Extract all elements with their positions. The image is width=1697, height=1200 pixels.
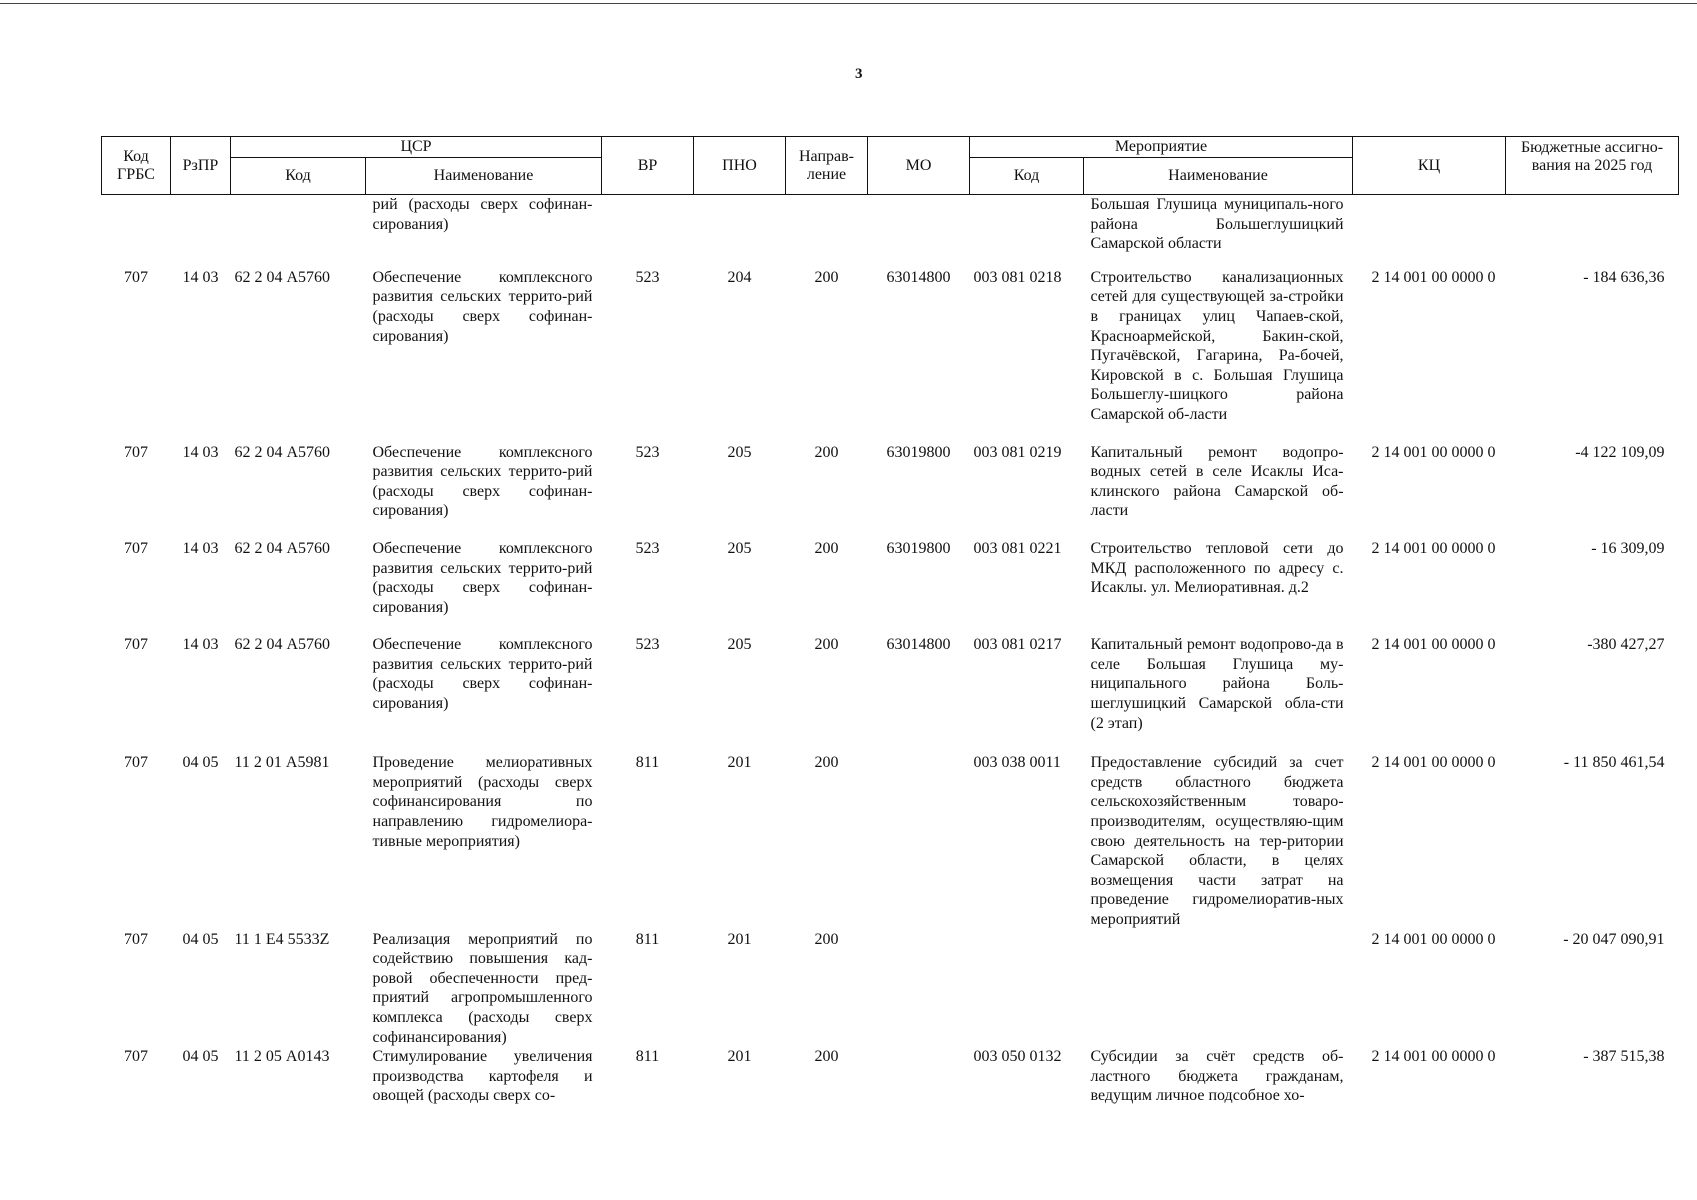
cell-kc: 2 14 001 00 0000 0 — [1371, 268, 1496, 286]
cell-mo — [868, 930, 970, 1048]
cell-amount: - 387 515,38 — [1583, 1048, 1665, 1066]
cell-direction: 200 — [814, 443, 839, 461]
cell-rzpr: 04 05 — [182, 1048, 219, 1066]
top-rule — [0, 3, 1697, 4]
cell-vr: 523 — [635, 636, 660, 654]
header-vr: ВР — [602, 137, 694, 195]
cell-rzpr: 04 05 — [182, 754, 219, 772]
cell-pno: 201 — [727, 930, 752, 948]
cell-kc: 2 14 001 00 0000 0 — [1371, 1048, 1496, 1066]
header-csr-name: Наименование — [366, 158, 602, 195]
cell-grbs: 707 — [124, 754, 148, 772]
header-grbs: Код ГРБС — [102, 137, 171, 195]
cell-event-code: 003 081 0218 — [973, 268, 1062, 286]
cell-mo — [868, 195, 970, 254]
cell-csr-name: Обеспечение комплексного развития сельских террито-рий (расходы сверх софинан-сирования) — [372, 268, 593, 345]
table-row — [102, 635, 1679, 733]
cell-csr-code: 11 2 05 А0143 — [234, 1048, 330, 1066]
cell-kc: 2 14 001 00 0000 0 — [1371, 930, 1496, 948]
cell-grbs: 707 — [124, 930, 148, 948]
cell-event-name: Субсидии за счёт средств об-ластного бюджета гражданам, ведущим личное подсобное хо- — [1090, 1048, 1344, 1105]
header-event: Мероприятие — [970, 137, 1353, 158]
cell-pno: 205 — [727, 539, 752, 557]
table-row — [102, 930, 1679, 1048]
cell-kc: 2 14 001 00 0000 0 — [1371, 754, 1496, 772]
cell-rzpr: 14 03 — [182, 268, 219, 286]
cell-grbs: 707 — [124, 539, 148, 557]
cell-event-name: Строительство тепловой сети до МКД расположенного по адресу с. Исаклы. ул. Мелиоративная. д.2 — [1090, 539, 1344, 597]
cell-event-name: Капитальный ремонт водопрово-да в селе Большая Глушица му-ниципального района Боль-шеглушицкий Самарской обла-сти (2 этап) — [1090, 636, 1344, 732]
cell-mo: 63014800 — [886, 636, 951, 654]
cell-amount: -380 427,27 — [1587, 636, 1665, 654]
cell-rzpr: 14 03 — [182, 539, 219, 557]
cell-csr-name: Стимулирование увеличения производства картофеля и овощей (расходы сверх со- — [372, 1048, 593, 1105]
cell-direction: 200 — [814, 636, 839, 654]
cell-amount: - 11 850 461,54 — [1563, 754, 1665, 772]
cell-amount: - 184 636,36 — [1583, 268, 1665, 286]
cell-event-name: Большая Глушица муниципаль-ного района Большеглушицкий Самарской области — [1090, 196, 1344, 253]
cell-direction: 200 — [814, 268, 839, 286]
cell-grbs: 707 — [124, 1048, 148, 1066]
cell-csr-code: 62 2 04 А5760 — [234, 636, 331, 654]
cell-mo — [868, 1047, 970, 1106]
header-event-code: Код — [970, 158, 1084, 195]
cell-vr: 811 — [635, 1048, 660, 1066]
cell-csr-name: Обеспечение комплексного развития сельских террито-рий (расходы сверх софинан-сирования) — [372, 539, 593, 616]
cell-event-code: 003 081 0217 — [973, 636, 1062, 654]
budget-table — [101, 136, 1679, 1106]
cell-pno: 205 — [727, 636, 752, 654]
cell-pno — [694, 195, 786, 254]
cell-csr-name: Реализация мероприятий по содействию повышения кад-ровой обеспеченности пред-приятий агропромышленного комплекса (расходы сверх софинансирования) — [372, 930, 593, 1046]
cell-csr-code: 62 2 04 А5760 — [234, 539, 331, 557]
page-number: 3 — [855, 66, 863, 82]
header-kc: КЦ — [1353, 137, 1506, 195]
cell-vr: 523 — [635, 268, 660, 286]
cell-csr-name: Обеспечение комплексного развития сельских террито-рий (расходы сверх софинан-сирования) — [372, 443, 593, 520]
table-header — [102, 137, 1679, 195]
cell-event-code: 003 081 0219 — [973, 443, 1062, 461]
table-row — [102, 539, 1679, 617]
cell-rzpr: 04 05 — [182, 930, 219, 948]
cell-event-name — [1084, 930, 1353, 1048]
cell-kc: 2 14 001 00 0000 0 — [1371, 539, 1496, 557]
cell-mo: 63019800 — [886, 539, 951, 557]
cell-amount: - 16 309,09 — [1591, 539, 1665, 557]
cell-amount — [1506, 195, 1679, 254]
header-rzpr: РзПР — [171, 137, 231, 195]
cell-direction — [786, 195, 868, 254]
cell-csr-code: 62 2 04 А5760 — [234, 268, 331, 286]
cell-csr-code: 11 1 Е4 5533Z — [234, 930, 330, 948]
table-body — [102, 195, 1679, 1106]
cell-grbs: 707 — [124, 636, 148, 654]
cell-vr: 523 — [635, 443, 660, 461]
cell-pno: 201 — [727, 1048, 752, 1066]
cell-grbs — [102, 195, 171, 254]
cell-rzpr: 14 03 — [182, 443, 219, 461]
cell-rzpr: 14 03 — [182, 636, 219, 654]
header-budget: Бюджетные ассигно-вания на 2025 год — [1506, 137, 1679, 195]
cell-event-code: 003 038 0011 — [973, 754, 1061, 772]
cell-event-name: Капитальный ремонт водопро-водных сетей в селе Исаклы Иса-клинского района Самарской об-ласти — [1090, 443, 1344, 520]
cell-mo — [868, 753, 970, 929]
cell-csr-name: Проведение мелиоративных мероприятий (расходы сверх софинансирования по направлению гидромелиора-тивные мероприятия) — [372, 754, 593, 850]
cell-grbs: 707 — [124, 268, 148, 286]
header-csr: ЦСР — [231, 137, 602, 158]
cell-csr-code — [231, 195, 366, 254]
cell-rzpr — [171, 195, 231, 254]
cell-kc: 2 14 001 00 0000 0 — [1371, 636, 1496, 654]
cell-event-code: 003 081 0221 — [973, 539, 1062, 557]
cell-pno: 201 — [727, 754, 752, 772]
cell-vr: 811 — [635, 930, 660, 948]
cell-pno: 204 — [727, 268, 752, 286]
cell-vr — [602, 195, 694, 254]
cell-amount: - 20 047 090,91 — [1563, 930, 1665, 948]
cell-grbs: 707 — [124, 443, 148, 461]
cell-direction: 200 — [814, 539, 839, 557]
header-mo: МО — [868, 137, 970, 195]
table-row — [102, 268, 1679, 425]
header-pno: ПНО — [694, 137, 786, 195]
cell-event-name: Строительство канализационных сетей для существующей за-стройки в границах улиц Чапаев-ской, Красноармейской, Бакин-ской, Пугачёвской, Гагарина, Ра-бочей, Кировской в с. Большая Глушица Большеглу-шицкого района Самарской об-ласти — [1090, 268, 1344, 423]
cell-event-name: Предоставление субсидий за счет средств областного бюджета сельскохозяйственным товаро-производителям, осуществляю-щим свою деятельность на тер-ритории Самарской области, в целях возмещения части затрат на проведение гидромелиоратив-ных мероприятий — [1090, 754, 1344, 928]
table-row — [102, 753, 1679, 929]
cell-vr: 811 — [635, 754, 660, 772]
cell-csr-code: 11 2 01 А5981 — [234, 754, 330, 772]
cell-pno: 205 — [727, 443, 752, 461]
cell-mo: 63019800 — [886, 443, 951, 461]
cell-direction: 200 — [814, 930, 839, 948]
table-row — [102, 195, 1679, 254]
header-csr-code: Код — [231, 158, 366, 195]
cell-direction: 200 — [814, 1048, 839, 1066]
header-direction: Направ-ление — [786, 137, 868, 195]
cell-event-code — [970, 195, 1084, 254]
table-row — [102, 443, 1679, 521]
cell-kc — [1353, 195, 1506, 254]
cell-direction: 200 — [814, 754, 839, 772]
cell-vr: 523 — [635, 539, 660, 557]
cell-csr-code: 62 2 04 А5760 — [234, 443, 331, 461]
cell-amount: -4 122 109,09 — [1575, 443, 1665, 461]
cell-event-code — [970, 930, 1084, 1048]
cell-event-code: 003 050 0132 — [973, 1048, 1062, 1066]
header-event-name: Наименование — [1084, 158, 1353, 195]
cell-csr-name: Обеспечение комплексного развития сельских террито-рий (расходы сверх софинан-сирования) — [372, 636, 593, 713]
cell-kc: 2 14 001 00 0000 0 — [1371, 443, 1496, 461]
table-row — [102, 1047, 1679, 1106]
cell-mo: 63014800 — [886, 268, 951, 286]
cell-csr-name: рий (расходы сверх софинан-сирования) — [372, 196, 593, 233]
